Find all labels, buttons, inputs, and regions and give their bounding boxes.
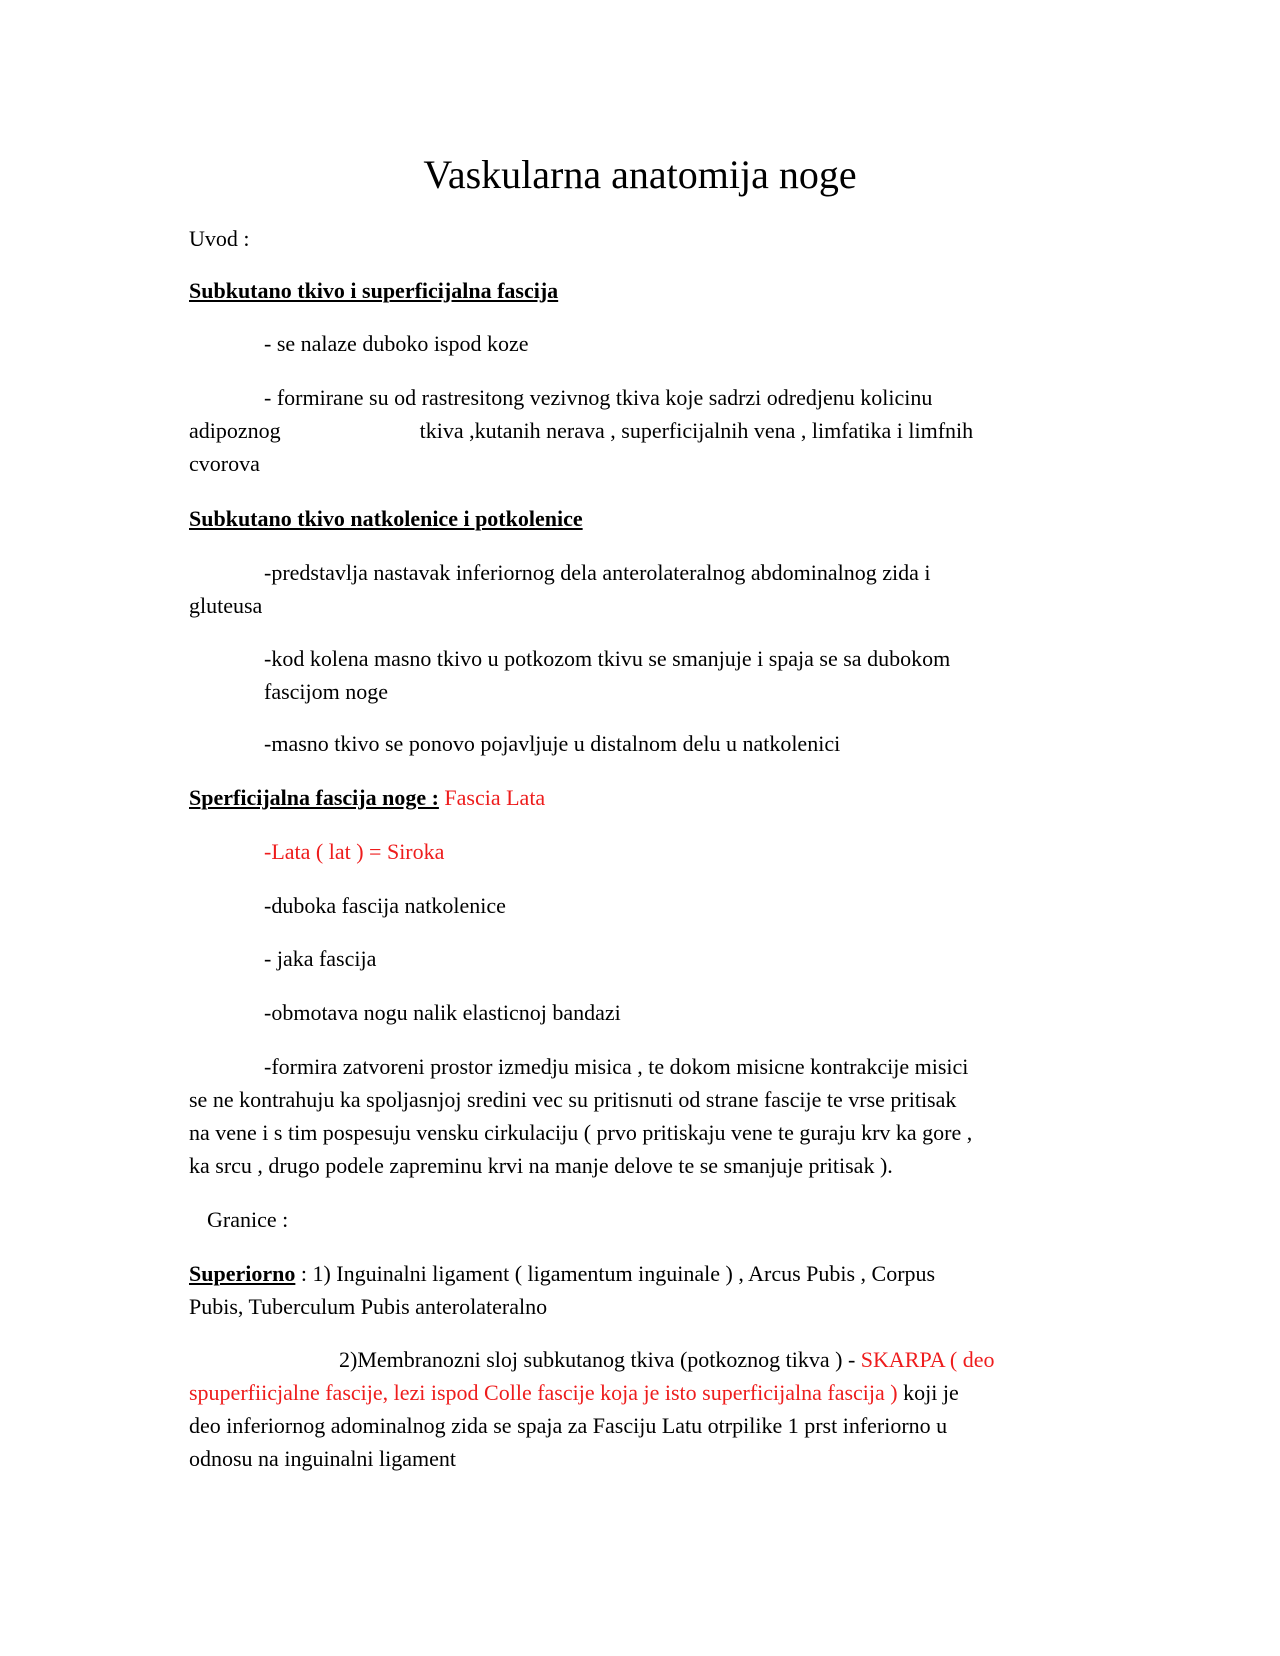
highlight-text: SKARPA ( deo — [860, 1347, 995, 1372]
paragraph-line — [189, 1257, 1089, 1290]
paragraph-line — [189, 1343, 1089, 1376]
paragraph — [189, 556, 1089, 622]
document-title: Vaskularna anatomija noge — [423, 152, 857, 197]
paragraph-line — [189, 1376, 1089, 1409]
paragraph — [189, 835, 1089, 868]
paragraph-line: deo inferiornog adominalnog zida se spaja za Fasciju Latu otrpilike 1 prst inferiorno u — [189, 1413, 948, 1438]
paragraph — [189, 889, 1089, 922]
paragraph — [189, 942, 1089, 975]
section-fascia-lata — [189, 781, 1089, 814]
paragraph-skarpa — [189, 1343, 1089, 1475]
paragraph-line: -duboka fascija natkolenice — [264, 893, 506, 918]
paragraph-line: -formira zatvoreni prostor izmedju misica , te dokom misicne kontrakcije misici — [264, 1054, 969, 1079]
paragraph-line: -masno tkivo se ponovo pojavljuje u distalnom delu u natkolenici — [264, 731, 841, 756]
highlight-text: Fascia Lata — [444, 785, 546, 810]
paragraph-superiorno — [189, 1257, 1089, 1323]
text-fragment: : 1) Inguinalni ligament ( ligamentum inguinale ) , Arcus Pubis , Corpus — [295, 1261, 936, 1286]
highlight-text: spuperfiicjalne fascije, lezi ispod Colle fascije koja je isto superficijalna fascija ) — [189, 1380, 898, 1405]
paragraph-line: - se nalaze duboko ispod koze — [264, 331, 529, 356]
paragraph-line: -obmotava nogu nalik elasticnoj bandazi — [264, 1000, 621, 1025]
intro-text — [189, 222, 1089, 255]
granice-label — [189, 1203, 1089, 1236]
paragraph — [189, 642, 1089, 708]
paragraph-line: -Lata ( lat ) = Siroka — [264, 839, 445, 864]
paragraph-line: gluteusa — [189, 593, 263, 618]
paragraph-line: odnosu na inguinalni ligament — [189, 1446, 457, 1471]
text-fragment: tkiva ,kutanih nerava , superficijalnih vena , limfatika i limfnih — [419, 418, 974, 443]
text-fragment: 2)Membranozni sloj subkutanog tkiva (potkoznog tikva ) - — [339, 1347, 861, 1372]
paragraph-line: fascijom noge — [264, 679, 389, 704]
paragraph-line: Granice : — [207, 1207, 289, 1232]
paragraph-line: ka srcu , drugo podele zapreminu krvi na manje delove te se smanjuje pritisak ). — [189, 1153, 893, 1178]
section-heading: Subkutano tkivo natkolenice i potkolenice — [189, 506, 583, 531]
paragraph-line: na vene i s tim pospesuju vensku cirkulaciju ( prvo pritiskaju vene te guraju krv ka gore , — [189, 1120, 973, 1145]
paragraph-line: cvorova — [189, 451, 260, 476]
text-fragment: koji je — [897, 1380, 959, 1405]
paragraph — [189, 1050, 1089, 1182]
paragraph — [189, 727, 1089, 760]
paragraph-line: - jaka fascija — [264, 946, 377, 971]
paragraph — [189, 996, 1089, 1029]
paragraph-line: -kod kolena masno tkivo u potkozom tkivu se smanjuje i spaja se sa dubokom — [264, 646, 951, 671]
subsection-heading: Superiorno — [189, 1261, 296, 1286]
paragraph-line: - formirane su od rastresitong vezivnog tkiva koje sadrzi odredjenu kolicinu — [264, 385, 933, 410]
section-heading: Sperficijalna fascija noge : — [189, 785, 439, 810]
section-subkutano-tkivo — [189, 274, 1089, 307]
intro-line: Uvod : — [189, 226, 250, 251]
paragraph-line: se ne kontrahuju ka spoljasnjoj sredini vec su pritisnuti od strane fascije te vrse pritisak — [189, 1087, 957, 1112]
paragraph — [189, 381, 1089, 480]
paragraph-line: -predstavlja nastavak inferiornog dela anterolateralnog abdominalnog zida i — [264, 560, 931, 585]
section-subkutano-natkolenice — [189, 502, 1089, 535]
paragraph — [189, 327, 1089, 360]
section-heading: Subkutano tkivo i superficijalna fascija — [189, 278, 559, 303]
paragraph-line — [189, 414, 1089, 447]
text-fragment: adipoznog — [189, 418, 281, 443]
paragraph-line: Pubis, Tuberculum Pubis anterolateralno — [189, 1294, 548, 1319]
